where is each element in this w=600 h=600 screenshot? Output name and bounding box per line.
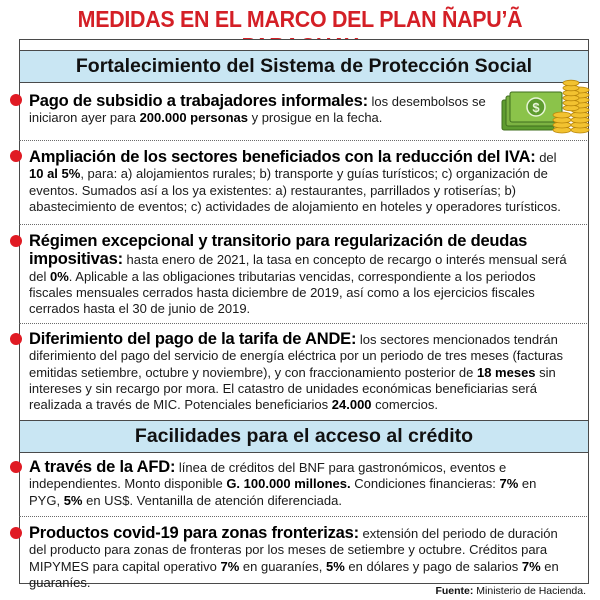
item-highlight: 7% xyxy=(220,558,240,574)
section-heading-social-protection: Fortalecimiento del Sistema de Protección Social xyxy=(20,50,588,83)
list-item-afd-credit xyxy=(29,458,569,509)
list-item-border-zone-products xyxy=(29,524,569,591)
item-highlight: 7% xyxy=(521,558,541,574)
item-highlight: G. 100.000 millones. xyxy=(226,476,351,492)
item-lead: Régimen excepcional y transitorio para regularización de deudas impositivas: xyxy=(29,232,528,269)
item-highlight: 7% xyxy=(499,476,519,492)
item-lead: Diferimiento del pago de la tarifa de ANDE: xyxy=(29,330,357,348)
item-separator xyxy=(19,323,587,324)
list-item-ande-tariff-deferral xyxy=(29,330,569,413)
bullet-dot-icon xyxy=(10,150,22,162)
item-text: . Aplicable a las obligaciones tributarias vencidas, correspondiente a los periodos fiscales mensuales cerrados hasta diciembre de 2019, así como a los ejercicios fiscales cerrados hasta el 30 de junio de 2019. xyxy=(29,268,536,317)
bullet-dot-icon xyxy=(10,333,22,345)
item-text: en US$. Ventanilla de atención diferenciada. xyxy=(82,492,342,508)
item-highlight: 5% xyxy=(326,558,345,574)
bullet-dot-icon xyxy=(10,527,22,539)
item-text: comercios. xyxy=(371,397,438,413)
item-lead: Productos covid-19 para zonas fronterizas: xyxy=(29,524,359,542)
item-lead: Pago de subsidio a trabajadores informales: xyxy=(29,92,368,110)
list-item-informal-workers-subsidy xyxy=(29,92,499,127)
item-text: , para: a) alojamientos rurales; b) transporte y guías turísticos; c) organización de eventos. Sumados así a los ya existentes: a) restaurantes, parrillados y rotiserías; b) abastecimiento de eventos; c) actividades de alojamiento en hoteles y operadores turísticos. xyxy=(29,166,561,214)
item-lead: Ampliación de los sectores beneficiados con la reducción del IVA: xyxy=(29,148,536,166)
item-text: sin intereses y sin recargo por mora. El catastro de unidades económicas beneficiarias será realizada a través de MIC. Potenciales beneficiarios xyxy=(29,364,556,413)
item-text: en PYG, xyxy=(29,476,537,508)
source-text: Ministerio de Hacienda. xyxy=(473,585,586,597)
item-text: los sectores mencionados tendrán diferimiento del pago del servicio de energía eléctrica por un periodo de tres meses (facturas emitidas setiembre, octubre y noviembre), y con fraccionamiento posterior de xyxy=(29,332,564,380)
item-separator xyxy=(19,224,587,225)
item-text: del xyxy=(535,150,557,165)
item-separator xyxy=(19,140,587,141)
list-item-tax-debt-regime xyxy=(29,232,569,317)
item-lead: A través de la AFD: xyxy=(29,458,176,476)
item-text: los desembolsos se iniciaron ayer para xyxy=(29,94,486,126)
svg-text:$: $ xyxy=(532,100,540,115)
item-highlight: 5% xyxy=(63,492,83,508)
source-credit xyxy=(435,585,586,597)
source-label: Fuente: xyxy=(435,585,474,597)
bullet-dot-icon xyxy=(10,94,22,106)
money-illustration-icon xyxy=(500,60,592,140)
page-title: MEDIDAS EN EL MARCO DEL PLAN ÑAPU’Ã xyxy=(77,6,523,32)
bullet-dot-icon xyxy=(10,235,22,247)
list-item-vat-reduction xyxy=(29,148,569,215)
item-highlight: 18 meses xyxy=(476,364,536,380)
item-text: extensión del periodo de duración del producto para zonas de fronteras por los meses de setiembre y octubre. Créditos para MIPYMES para capital operativo xyxy=(29,526,558,574)
item-highlight: 0% xyxy=(49,268,69,284)
item-text: en dólares y pago de salarios xyxy=(344,558,522,574)
item-highlight: 24.000 xyxy=(331,397,372,413)
item-text: hasta enero de 2021, la tasa en concepto de recargo o interés mensual será del xyxy=(29,252,567,284)
item-text: en guaraníes. xyxy=(29,558,559,590)
bullet-dot-icon xyxy=(10,461,22,473)
item-text: Condiciones financieras: xyxy=(350,476,500,492)
item-highlight: 10 al 5% xyxy=(29,166,81,182)
item-text: en guaraníes, xyxy=(239,558,327,574)
item-separator xyxy=(19,516,587,517)
section-heading-credit-access: Facilidades para el acceso al crédito xyxy=(20,420,588,453)
item-highlight: 200.000 personas xyxy=(139,110,248,126)
item-text: línea de créditos del BNF para gastronómicos, eventos e independientes. Monto disponible xyxy=(29,460,507,492)
item-text: y prosigue en la fecha. xyxy=(247,110,383,126)
